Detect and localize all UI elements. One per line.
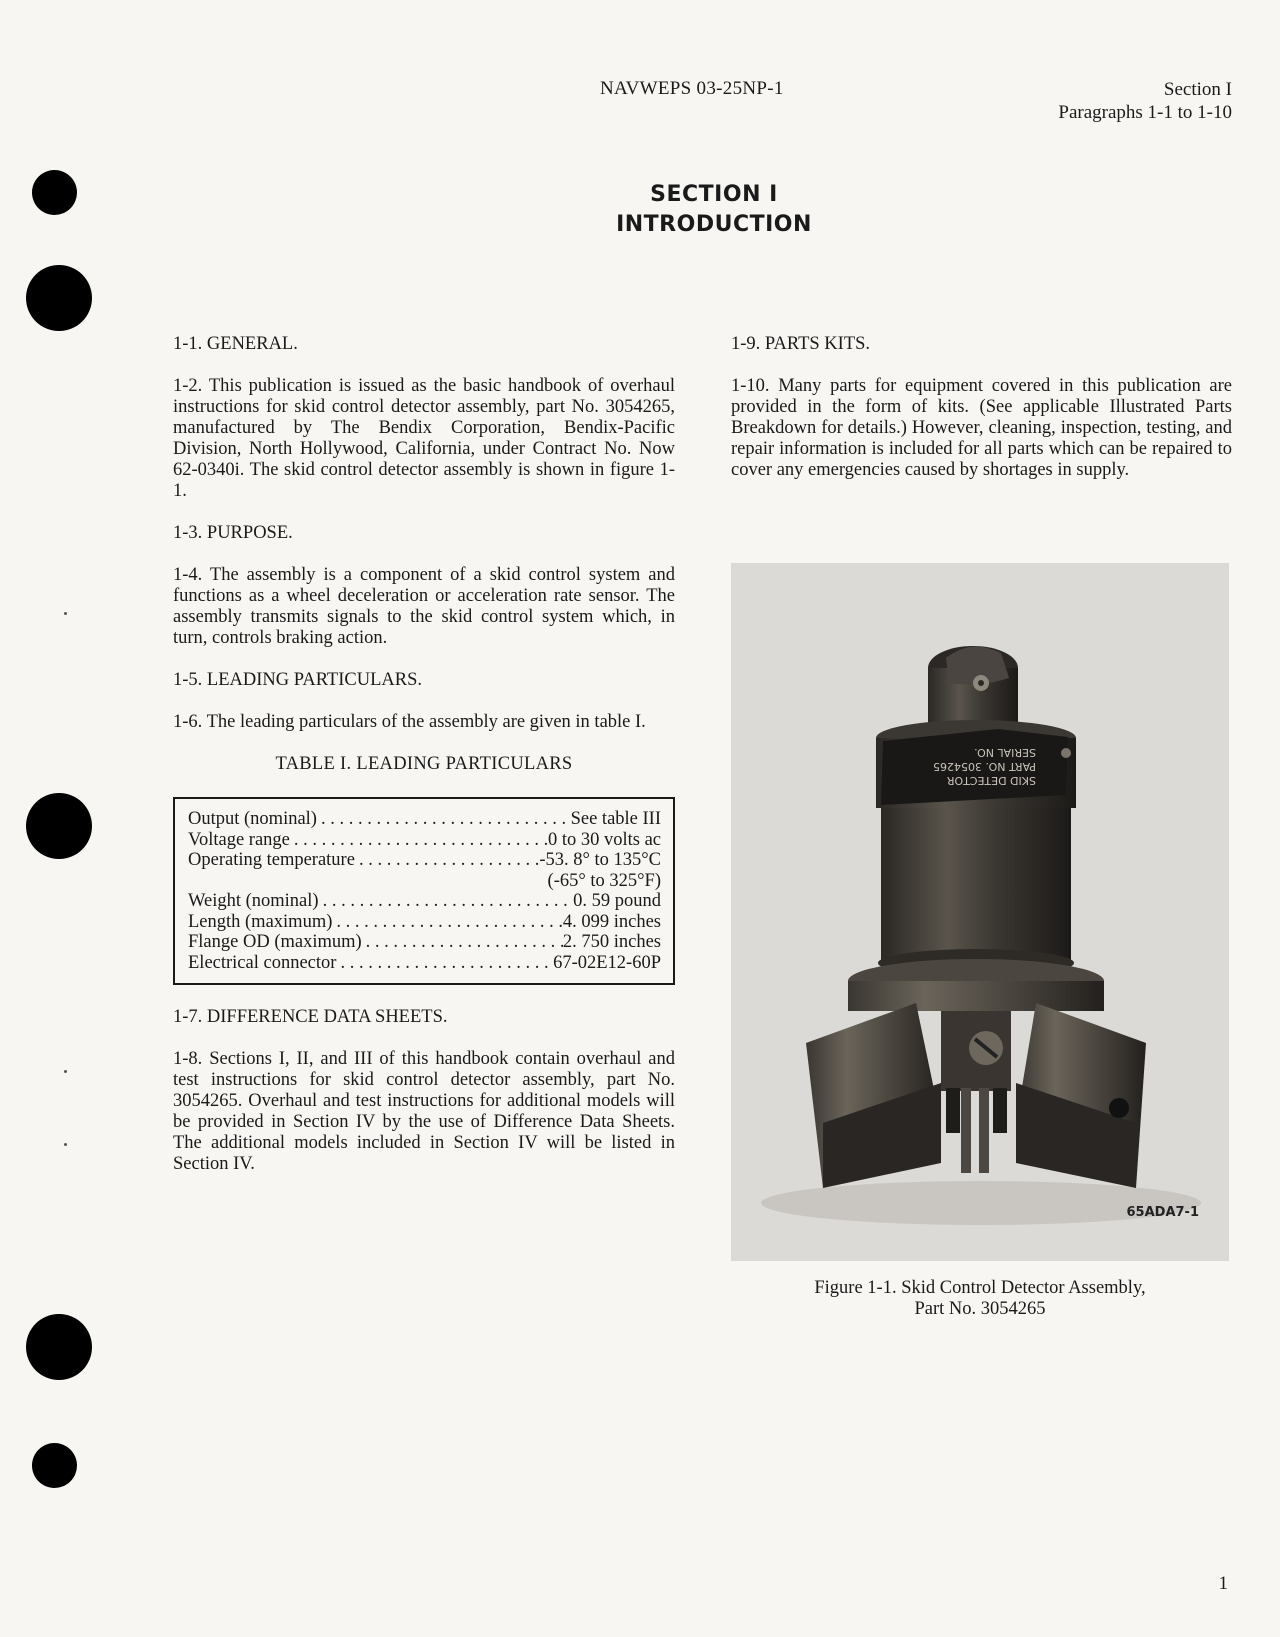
punch-hole [26, 1314, 92, 1380]
margin-speck [64, 1143, 67, 1146]
table-label: Length (maximum) [188, 911, 333, 932]
table-row [188, 809, 661, 830]
table-title: TABLE I. LEADING PARTICULARS [275, 754, 573, 774]
nameplate-line: SERIAL NO. [974, 746, 1036, 759]
detector-assembly-illustration [731, 563, 1229, 1261]
table-label: Operating temperature [188, 850, 355, 870]
leading-particulars-table [173, 797, 675, 985]
section-reference [1058, 78, 1232, 124]
table-value: See table III [570, 809, 661, 829]
table-row [188, 830, 661, 851]
heading-parts-kits: 1-9. PARTS KITS. [731, 334, 871, 354]
figure-caption [731, 1278, 1229, 1320]
paragraph-1-6: 1-6. The leading particulars of the assembly are given in table I. [173, 712, 646, 732]
table-label: Voltage range [188, 829, 290, 850]
table-value: 67-02E12-60P [553, 952, 661, 973]
heading-purpose: 1-3. PURPOSE. [173, 523, 293, 543]
figure-caption-line2: Part No. 3054265 [914, 1299, 1046, 1319]
leader-dots [332, 912, 562, 933]
detector-assembly-photo [731, 563, 1229, 1261]
page-number: 1 [1218, 1573, 1228, 1594]
heading-difference-data-sheets: 1-7. DIFFERENCE DATA SHEETS. [173, 1007, 448, 1027]
paragraph-1-4: 1-4. The assembly is a component of a skid control system and functions as a wheel deceleration or acceleration rate sensor. The assembly transmits signals to the skid control system which, in turn, controls braking action. [173, 565, 675, 648]
table-value: 4. 099 inches [562, 911, 661, 932]
table-row [188, 850, 661, 871]
table-row [188, 891, 661, 912]
nameplate-line: PART NO. 3054265 [933, 760, 1036, 773]
table-row [188, 932, 661, 953]
paragraph-1-8: 1-8. Sections I, II, and III of this handbook contain overhaul and test instructions for skid control detector assembly, part No. 3054265. Overhaul and test instructions for additional models will be provided in Section IV by the use of Difference Data Sheets. The additional models included in Section IV will be listed in Section IV. [173, 1049, 675, 1174]
leader-dots [336, 953, 553, 974]
section-title-line2: INTRODUCTION [616, 212, 812, 237]
punch-hole [26, 793, 92, 859]
leader-dots [319, 891, 574, 912]
margin-speck [64, 1070, 67, 1073]
table-row [188, 953, 661, 974]
table-value: -53. 8° to 135°C [539, 850, 661, 870]
heading-general: 1-1. GENERAL. [173, 334, 298, 354]
right-column [731, 334, 1232, 502]
table-value-fahrenheit: (-65° to 325°F) [547, 870, 661, 891]
table-value: 0 to 30 volts ac [547, 829, 661, 850]
table-label: Output (nominal) [188, 809, 317, 829]
section-title-line1: SECTION I [650, 182, 778, 207]
figure-caption-line1: Figure 1-1. Skid Control Detector Assembly, [814, 1278, 1146, 1298]
publication-number: NAVWEPS 03-25NP-1 [600, 78, 784, 99]
paragraph-range: Paragraphs 1-1 to 1-10 [1058, 102, 1232, 123]
table-label: Flange OD (maximum) [188, 932, 362, 952]
left-column [173, 334, 675, 1196]
table-value: 2. 750 inches [562, 932, 661, 952]
heading-leading-particulars: 1-5. LEADING PARTICULARS. [173, 670, 422, 690]
section-title [0, 180, 1280, 240]
table-row [188, 912, 661, 933]
table-label: Electrical connector [188, 952, 337, 973]
nameplate-line: SKID DETECTOR [946, 774, 1036, 787]
punch-hole [32, 1443, 77, 1488]
leader-dots [317, 809, 571, 830]
paragraph-1-2: 1-2. This publication is issued as the basic handbook of overhaul instructions for skid control detector assembly, part No. 3054265, manufactured by The Bendix Corporation, Bendix-Pacific Division, North Hollywood, California, under Contract No. Now 62-0340i. The skid control detector assembly is shown in figure 1-1. [173, 376, 675, 501]
figure-code: 65ADA7-1 [1126, 1205, 1199, 1220]
table-label: Weight (nominal) [188, 891, 319, 911]
leader-dots [290, 830, 548, 851]
leader-dots [362, 932, 563, 953]
paragraph-1-10: 1-10. Many parts for equipment covered in this publication are provided in the form of kits. (See applicable Illustrated Parts Breakdown for details.) However, cleaning, inspection, testing, and repair information is included for all parts which can be repaired to cover any emergencies caused by shortages in supply. [731, 376, 1232, 480]
section-label: Section I [1163, 79, 1232, 100]
table-value: 0. 59 pound [573, 891, 661, 911]
leader-dots [355, 850, 539, 871]
punch-hole [26, 265, 92, 331]
margin-speck [64, 612, 67, 615]
